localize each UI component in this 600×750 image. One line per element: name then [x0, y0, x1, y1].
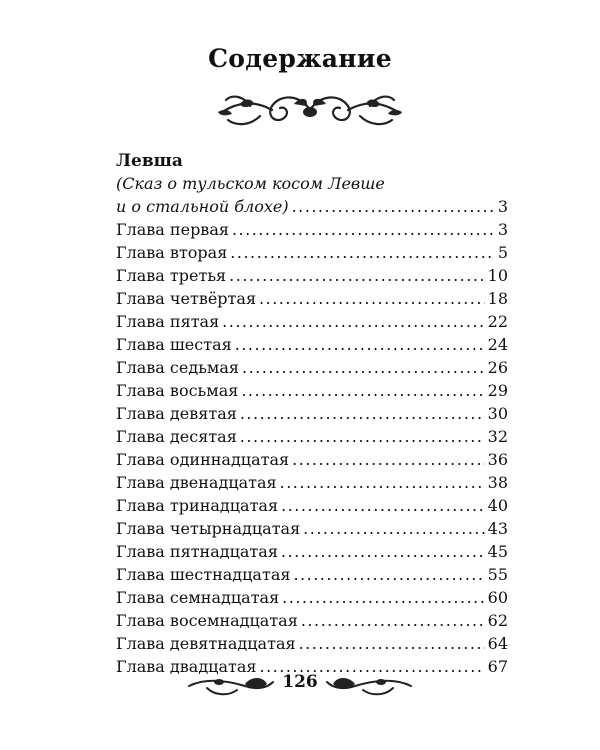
toc-entry: [116, 241, 508, 264]
leader-dots: [292, 195, 495, 218]
toc-entry: [116, 609, 508, 632]
table-of-contents: [116, 150, 508, 678]
toc-entry: [116, 333, 508, 356]
section-subtitle-line-2: [116, 195, 289, 218]
leader-dots: [281, 540, 485, 563]
leader-dots: [229, 264, 484, 287]
leader-dots: [230, 241, 495, 264]
toc-entry-label: Глава двадцатая: [116, 657, 257, 676]
toc-page-number: 60: [487, 588, 508, 607]
toc-entry: [116, 563, 508, 586]
toc-entry-label: Глава седьмая: [116, 358, 239, 377]
toc-page-number: 24: [487, 335, 508, 354]
leader-dots: [241, 379, 484, 402]
toc-page-number: 3: [497, 197, 508, 216]
toc-entry-label: Глава четвёртая: [116, 289, 257, 308]
page-title: Содержание: [208, 44, 392, 73]
leader-dots: [293, 563, 484, 586]
leader-dots: [259, 287, 485, 310]
toc-entry-label: Глава девятнадцатая: [116, 634, 296, 653]
toc-page-number: 3: [497, 220, 508, 239]
toc-entries: [116, 218, 508, 678]
toc-entry: [116, 218, 508, 241]
toc-entry-label: Глава семнадцатая: [116, 588, 280, 607]
toc-entry-label: Глава пятая: [116, 312, 220, 331]
leader-dots: [301, 609, 485, 632]
leader-dots: [292, 448, 485, 471]
toc-entry-label: Глава вторая: [116, 243, 228, 262]
toc-page-number: 40: [487, 496, 508, 515]
leader-dots: [232, 218, 495, 241]
toc-entry-label: Глава третья: [116, 266, 227, 285]
toc-entry: [116, 425, 508, 448]
toc-page-number: 45: [487, 542, 508, 561]
subtitle-text: (Сказ о тульском косом Левше: [116, 174, 385, 193]
toc-entry: [116, 264, 508, 287]
toc-entry-label: Глава пятнадцатая: [116, 542, 278, 561]
toc-page-number: 62: [487, 611, 508, 630]
leader-dots: [280, 471, 485, 494]
toc-entry-label: Глава первая: [116, 220, 229, 239]
toc-entry-label: Глава восемнадцатая: [116, 611, 298, 630]
toc-entry-label: Глава шестая: [116, 335, 232, 354]
toc-page-number: 43: [487, 519, 508, 538]
toc-page-number: 38: [487, 473, 508, 492]
toc-entry-label: Глава одиннадцатая: [116, 450, 290, 469]
toc-entry: [116, 586, 508, 609]
toc-page-number: 22: [487, 312, 508, 331]
leader-dots: [282, 586, 484, 609]
toc-page-number: 5: [497, 243, 508, 262]
toc-entry: [116, 287, 508, 310]
section-subtitle-line-1: [116, 172, 508, 195]
toc-entry-label: Глава двенадцатая: [116, 473, 277, 492]
subtitle-text: и о стальной блохе): [116, 197, 289, 216]
toc-entry-label: Глава восьмая: [116, 381, 239, 400]
toc-page-number: 30: [487, 404, 508, 423]
toc-entry: [116, 402, 508, 425]
flourish-ornament-icon: [210, 86, 410, 132]
toc-page-number: 10: [487, 266, 508, 285]
toc-entry: [116, 356, 508, 379]
leader-dots: [235, 333, 485, 356]
leader-dots: [242, 356, 485, 379]
toc-page-number: 67: [487, 657, 508, 676]
toc-page-number: 18: [487, 289, 508, 308]
leader-dots: [303, 517, 484, 540]
toc-page-number: 32: [487, 427, 508, 446]
toc-entry: [116, 540, 508, 563]
toc-entry-subtitle: [116, 195, 508, 218]
leader-dots: [281, 494, 485, 517]
toc-entry: [116, 632, 508, 655]
toc-entry-label: Глава десятая: [116, 427, 237, 446]
leader-dots: [299, 632, 485, 655]
toc-entry-label: Глава шестнадцатая: [116, 565, 291, 584]
page-number: [185, 672, 415, 692]
toc-page-number: 29: [487, 381, 508, 400]
leader-dots: [240, 425, 485, 448]
toc-entry: [116, 471, 508, 494]
toc-entry-label: Глава четырнадцатая: [116, 519, 301, 538]
section-title: Левша: [116, 151, 183, 171]
toc-entry-label: Глава тринадцатая: [116, 496, 279, 515]
toc-page-number: 55: [487, 565, 508, 584]
toc-entry-label: Глава девятая: [116, 404, 237, 423]
leader-dots: [222, 310, 484, 333]
toc-entry: [116, 379, 508, 402]
toc-page-number: 26: [487, 358, 508, 377]
toc-entry: [116, 448, 508, 471]
toc-entry: [116, 517, 508, 540]
leader-dots: [240, 402, 485, 425]
toc-entry: [116, 310, 508, 333]
page-number-text: 126: [278, 672, 322, 692]
toc-entry: [116, 494, 508, 517]
page-footer: [185, 668, 415, 704]
toc-page-number: 36: [487, 450, 508, 469]
toc-page-number: 64: [487, 634, 508, 653]
